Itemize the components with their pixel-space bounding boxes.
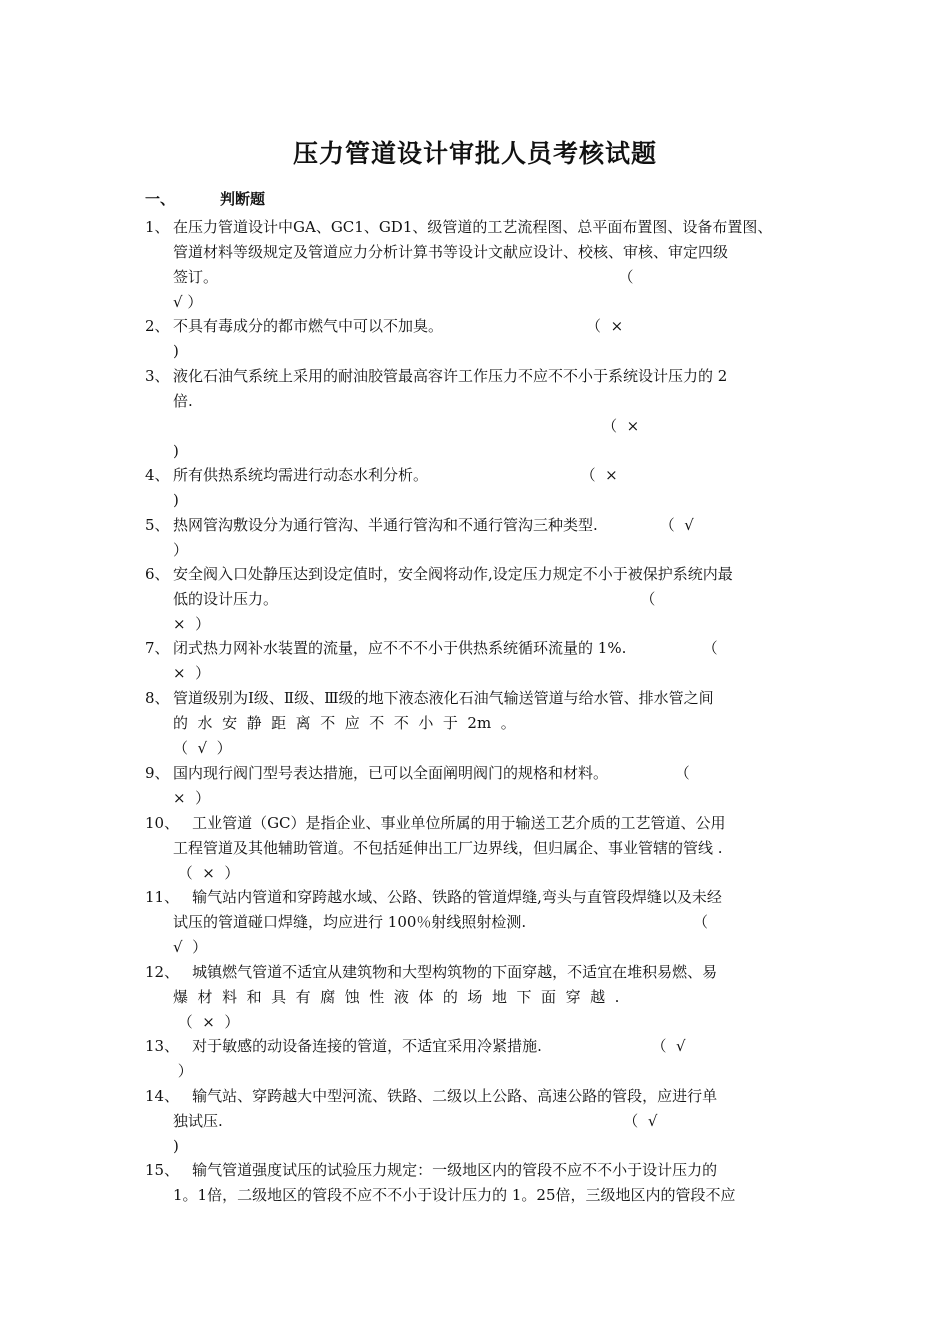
question-item xyxy=(145,215,810,315)
question-item xyxy=(145,960,810,1035)
question-text-line: 热网管沟敷设分为通行管沟、半通行管沟和不通行管沟三种类型. （ √ xyxy=(173,516,694,534)
question-text-line: × ） xyxy=(173,789,211,807)
question-text-line: 输气站、穿跨越大中型河流、铁路、二级以上公路、高速公路的管段，应进行单 xyxy=(173,1087,718,1105)
question-text-line: × ） xyxy=(173,664,211,682)
question-item xyxy=(145,636,810,686)
question-number: 9、 xyxy=(145,764,170,782)
question-item xyxy=(145,761,810,811)
question-number: 13、 xyxy=(145,1037,180,1055)
question-text-line: 工程管道及其他辅助管道。不包括延伸出工厂边界线，但归属企、事业管辖的管线 . xyxy=(173,839,723,857)
question-number: 4、 xyxy=(145,466,170,484)
question-text-line: ） xyxy=(173,541,189,559)
question-text-line: √ ） xyxy=(173,938,208,956)
question-number: 6、 xyxy=(145,565,170,583)
question-item xyxy=(145,686,810,761)
question-text-line: （ × ） xyxy=(173,864,240,882)
question-item xyxy=(145,562,810,637)
question-item xyxy=(145,1158,810,1208)
question-text-line: 不具有毒成分的都市燃气中可以不加臭。 （ × xyxy=(173,317,624,335)
question-text-line: ) xyxy=(173,342,179,360)
section-heading xyxy=(145,188,265,209)
question-item xyxy=(145,463,810,513)
question-text-line: √ ） xyxy=(173,293,203,311)
question-number: 7、 xyxy=(145,639,170,657)
question-text-line: 输气站内管道和穿跨越水域、公路、铁路的管道焊缝,弯头与直管段焊缝以及未经 xyxy=(173,888,722,906)
question-text-line: 1。1倍，二级地区的管段不应不不小于设计压力的 1。25倍，三级地区内的管段不应 xyxy=(173,1186,736,1204)
question-number: 2、 xyxy=(145,317,170,335)
question-text-line: 试压的管道碰口焊缝，均应进行 100％射线照射检测. （ xyxy=(173,913,709,931)
question-text-line: 在压力管道设计中GA、GC1、GD1、级管道的工艺流程图、总平面布置图、设备布置图、 xyxy=(173,218,773,236)
question-text-line: 管道级别为Ⅰ级、Ⅱ级、Ⅲ级的地下液态液化石油气输送管道与给水管、排水管之间 xyxy=(173,689,714,707)
question-number: 12、 xyxy=(145,963,180,981)
question-text-line: （ √ ） xyxy=(173,739,232,757)
question-item xyxy=(145,811,810,886)
question-text-line: 安全阀入口处静压达到设定值时，安全阀将动作,设定压力规定不小于被保护系统内最 xyxy=(173,565,733,583)
question-text-line: ) xyxy=(173,442,179,460)
question-item xyxy=(145,364,810,464)
question-text-line: 国内现行阀门型号表达措施，已可以全面阐明阀门的规格和材料。 （ xyxy=(173,764,690,782)
question-item xyxy=(145,885,810,960)
question-item xyxy=(145,1034,810,1084)
document-title: 压力管道设计审批人员考核试题 xyxy=(292,139,657,168)
question-number: 14、 xyxy=(145,1087,180,1105)
question-number: 10、 xyxy=(145,814,180,832)
question-number: 15、 xyxy=(145,1161,180,1179)
question-text-line: 对于敏感的动设备连接的管道，不适宜采用冷紧措施. （ √ xyxy=(173,1037,686,1055)
question-text-line: 输气管道强度试压的试验压力规定：一级地区内的管段不应不不小于设计压力的 xyxy=(173,1161,718,1179)
question-text-line: 独试压. （ √ xyxy=(173,1112,658,1130)
question-number: 1、 xyxy=(145,218,170,236)
question-text-line: 管道材料等级规定及管道应力分析计算书等设计文献应设计、校核、审核、审定四级 xyxy=(173,243,729,261)
question-text-line: （ × ） xyxy=(173,1013,240,1031)
question-text-line: 工业管道（GC）是指企业、事业单位所属的用于输送工艺介质的工艺管道、公用 xyxy=(173,814,726,832)
question-item xyxy=(145,314,810,364)
question-text-line: 爆 材 料 和 具 有 腐 蚀 性 液 体 的 场 地 下 面 穿 越 . xyxy=(173,988,620,1006)
question-text-line: （ × xyxy=(173,417,640,435)
question-text-line: 低的设计压力。 （ xyxy=(173,590,656,608)
section-label: 判断题 xyxy=(220,190,266,208)
question-item xyxy=(145,513,810,563)
question-text-line: ) xyxy=(173,1137,179,1155)
question-text-line: 液化石油气系统上采用的耐油胶管最高容许工作压力不应不不小于系统设计压力的 2 xyxy=(173,367,728,385)
question-text-line: ） xyxy=(173,1062,193,1080)
question-item xyxy=(145,1084,810,1159)
question-number: 3、 xyxy=(145,367,170,385)
question-text-line: 城镇燃气管道不适宜从建筑物和大型构筑物的下面穿越，不适宜在堆积易燃、易 xyxy=(173,963,718,981)
question-text-line: 所有供热系统均需进行动态水利分析。 （ × xyxy=(173,466,618,484)
question-text-line: 的 水 安 静 距 离 不 应 不 不 小 于 2m 。 xyxy=(173,714,516,732)
question-number: 5、 xyxy=(145,516,170,534)
question-number: 8、 xyxy=(145,689,170,707)
question-text-line: × ） xyxy=(173,615,211,633)
section-number: 一、 xyxy=(145,190,176,208)
question-text-line: 闭式热力网补水装置的流量，应不不不小于供热系统循环流量的 1%. （ xyxy=(173,639,718,657)
question-text-line: 签订。 （ xyxy=(173,268,634,286)
question-text-line: 倍. xyxy=(173,392,193,410)
question-number: 11、 xyxy=(145,888,180,906)
question-text-line: ) xyxy=(173,491,179,509)
